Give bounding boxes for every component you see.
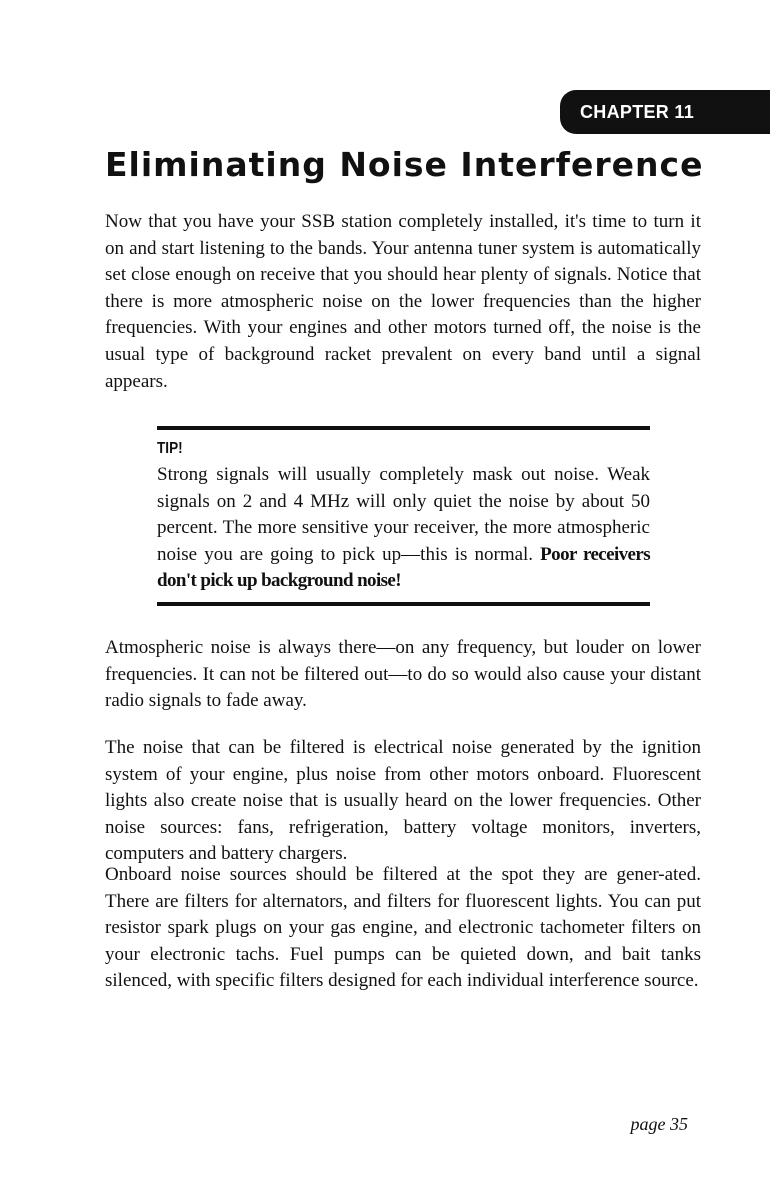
chapter-tab: CHAPTER 11 bbox=[560, 90, 770, 134]
tip-label: TIP! bbox=[157, 440, 183, 457]
tip-body bbox=[157, 462, 650, 595]
tip-emphasis: Poor receivers don't pick up background noise! bbox=[157, 543, 650, 592]
intro-paragraph: Now that you have your SSB station completely installed, it's time to turn it on and start listening to the bands. Your antenna tuner system is automatically set close enough on receive that you should hear plenty of signals. Notice that there is more atmospheric noise on the lower frequencies than the higher frequencies. With your engines and other motors turned off, the noise is the usual type of background racket prevalent on every band until a signal appears. bbox=[105, 211, 701, 392]
tip-text: Strong signals will usually completely mask out noise. Weak signals on 2 and 4 MHz will only quiet the noise by about 50 percent. The more sensitive your receiver, the more atmospheric noise you are going to pick up—this is normal. bbox=[157, 464, 650, 565]
chapter-title: Eliminating Noise Interference bbox=[105, 145, 704, 184]
atmospheric-paragraph: Atmospheric noise is always there—on any frequency, but louder on lower frequencies. It can not be filtered out—to do so would also cause your distant radio signals to fade away. bbox=[105, 637, 701, 712]
electrical-paragraph: The noise that can be filtered is electrical noise generated by the ignition system of your engine, plus noise from other motors onboard. Fluorescent lights also create noise that is usually heard on the lower frequencies. Other noise sources: fans, refrigeration, battery voltage monitors, inverters, computers and battery chargers. bbox=[105, 737, 701, 865]
tip-box bbox=[157, 426, 650, 606]
page-number: page 35 bbox=[630, 1114, 688, 1134]
onboard-paragraph: Onboard noise sources should be filtered at the spot they are gener-ated. There are filters for alternators, and filters for fluorescent lights. You can put resistor spark plugs on your gas engine, and electronic tachometer filters on your electronic tachs. Fuel pumps can be quieted down, and bait tanks silenced, with specific filters designed for each individual interference source. bbox=[105, 864, 701, 992]
